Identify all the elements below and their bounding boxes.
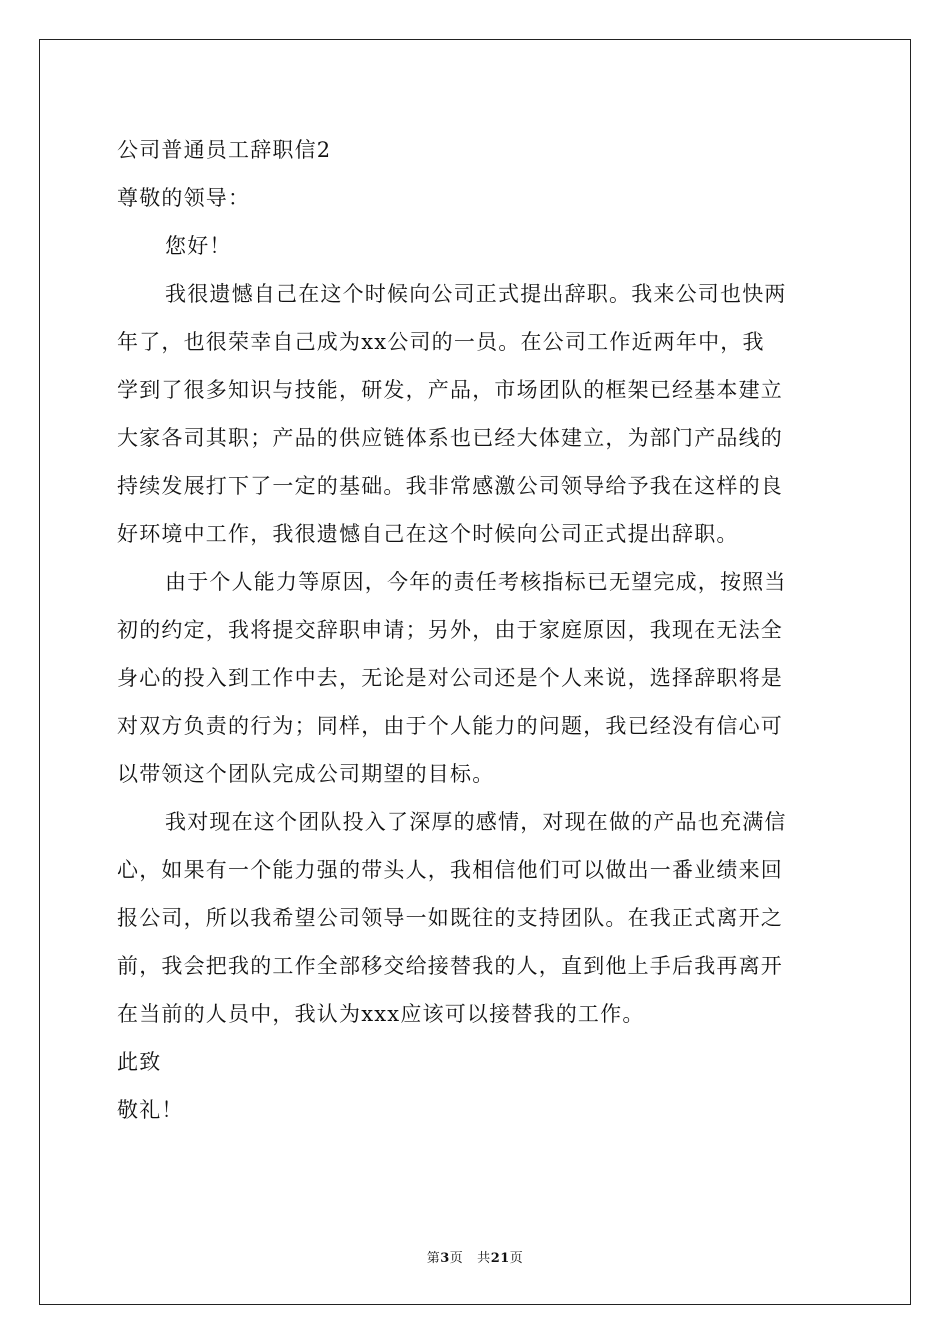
closing-line-2: 敬礼！: [117, 1098, 184, 1122]
page-number: 3: [440, 1251, 450, 1266]
paragraph-line: 我对现在这个团队投入了深厚的感情，对现在做的产品也充满信: [165, 810, 787, 834]
letter-body: [117, 126, 833, 1134]
paragraph-1: [117, 270, 833, 558]
total-suffix: 页: [509, 1251, 524, 1266]
page-prefix: 第: [426, 1251, 441, 1266]
paragraph-3: [117, 798, 833, 1038]
paragraph-line: 我很遗憾自己在这个时候向公司正式提出辞职。我来公司也快两: [165, 282, 787, 306]
paragraph-line: 心，如果有一个能力强的带头人，我相信他们可以做出一番业绩来回: [117, 858, 783, 882]
paragraph-line: 对双方负责的行为；同样，由于个人能力的问题，我已经没有信心可: [117, 714, 783, 738]
paragraph-line: 身心的投入到工作中去，无论是对公司还是个人来说，选择辞职将是: [117, 666, 783, 690]
closing-line-1: 此致: [117, 1050, 162, 1074]
document-title: 公司普通员工辞职信2: [117, 138, 332, 162]
total-prefix: 共: [477, 1251, 491, 1266]
salutation: 尊敬的领导：: [117, 186, 251, 210]
paragraph-line: 学到了很多知识与技能，研发，产品，市场团队的框架已经基本建立: [117, 378, 783, 402]
paragraph-line: 年了，也很荣幸自己成为xx公司的一员。在公司工作近两年中，我: [117, 330, 765, 354]
paragraph-line: 以带领这个团队完成公司期望的目标。: [117, 762, 495, 786]
page-suffix: 页: [449, 1251, 464, 1266]
paragraph-line: 报公司，所以我希望公司领导一如既往的支持团队。在我正式离开之: [117, 906, 783, 930]
paragraph-line: 持续发展打下了一定的基础。我非常感激公司领导给予我在这样的良: [117, 474, 783, 498]
paragraph-2: [117, 558, 833, 798]
paragraph-line: 好环境中工作，我很遗憾自己在这个时候向公司正式提出辞职。: [117, 522, 739, 546]
greeting: 您好！: [165, 234, 232, 258]
paragraph-line: 由于个人能力等原因，今年的责任考核指标已无望完成，按照当: [165, 570, 787, 594]
paragraph-line: 大家各司其职；产品的供应链体系也已经大体建立，为部门产品线的: [117, 426, 783, 450]
paragraph-line: 在当前的人员中，我认为xxx应该可以接替我的工作。: [117, 1002, 645, 1026]
page-footer: [0, 1247, 950, 1266]
paragraph-line: 初的约定，我将提交辞职申请；另外，由于家庭原因，我现在无法全: [117, 618, 783, 642]
total-pages: 21: [490, 1251, 510, 1266]
paragraph-line: 前，我会把我的工作全部移交给接替我的人，直到他上手后我再离开: [117, 954, 783, 978]
